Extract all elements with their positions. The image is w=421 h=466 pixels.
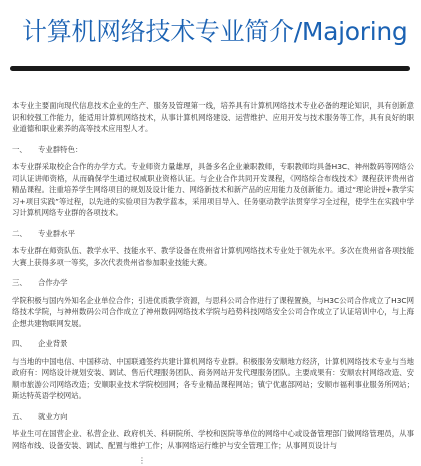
- section-body-cooperation: 学院积极与国内外知名企业单位合作；引进优质教学资源，与思科公司合作进行了课程置换，与H3C公司合作成立了H3C网络技术学院，与神州数码公司合作成立了神州数码网络技术学院与趋势科技网络安全公司合作成立了认证培训中心，与上海企想共建物联网发展。: [12, 295, 414, 328]
- document-body: [12, 100, 414, 460]
- section-number: 五、: [12, 411, 27, 421]
- section-number: 二、: [12, 228, 27, 238]
- section-number: 一、: [12, 144, 27, 154]
- section-number: 四、: [12, 339, 27, 348]
- section-number: 三、: [12, 278, 27, 287]
- section-title: 合作办学: [38, 278, 68, 287]
- section-title: 专业群特色：: [38, 144, 83, 154]
- section-heading-cooperation: [12, 277, 414, 289]
- section-heading-employment: [12, 411, 414, 423]
- section-title: 企业背景: [38, 339, 68, 348]
- section-heading-level: [12, 228, 414, 240]
- continuation-icon: ⋮: [138, 456, 146, 465]
- section-body-enterprise: 与当地的中国电信、中国移动、中国联通签约共建计算机网络专业群。积极服务安顺地方经济，计算机网络技术专业与当地政府有：网络设计规划安装、调试、售后代理服务团队、商务网站开发代理服务团队。主要成果有：安顺农村网络改造、安顺市旅游公司网络改造；安顺职业技术学院校园网；各专业精品课程网站；镇宁优惠部网站；安顺市福利事业服务所网站；斯达特英语学校网站。: [12, 356, 414, 400]
- section-heading-enterprise: [12, 338, 414, 350]
- section-heading-features: [12, 144, 414, 156]
- page-title: 计算机网络技术专业简介/Majoring: [22, 17, 408, 46]
- section-title: 就业方向: [38, 411, 68, 421]
- section-body-features: 本专业群采取校企合作的办学方式。专业师资力量雄厚，具备多名企业兼职教师，专职教师均具备H3C、神州数码等网络公司认证讲师资格，从而确保学生通过权威职业资格认证。与企业合作共同开发课程，《网络综合布线技术》课程获评贵州省精品课程。注重培养学生网络项目的规划及设计能力、网络新技术和新产品的应用能力及创新能力。通过“理论讲授+教学实习+项目实践”等过程，以先进的实验项目为教学蓝本，采用项目导入、任务驱动教学法贯穿学习全过程，使学生在实践中学习计算机网络专业群的各项技术。: [12, 162, 414, 217]
- section-title: 专业群水平: [38, 228, 75, 238]
- intro-paragraph: 本专业主要面向现代信息技术企业的生产、服务及管理第一线，培养具有计算机网络技术专业必备的理论知识，具有创新意识和较强工作能力，能适用计算机网络技术，从事计算机网络建设、运营维护、应用开发与技术服务等工作，具有良好的职业道德和职业素养的高等技术应用型人才。: [12, 101, 414, 133]
- title-divider: [10, 66, 410, 71]
- section-body-level: 本专业群在师资队伍、教学水平、技能水平、教学设备在贵州省计算机网络技术专业处于领先水平。多次在贵州省各项技能大赛上获得多项一等奖，多次代表贵州省参加职业技能大赛。: [12, 246, 414, 267]
- section-body-employment: 毕业生可在国营企业、私营企业、政府机关、科研院所、学校和医院等单位的网络中心或设备管理部门做网络管理员，从事网络布线、设备安装、调试、配置与维护工作；从事网络运行维护与安全管理工作；从事网页设计与: [12, 429, 414, 450]
